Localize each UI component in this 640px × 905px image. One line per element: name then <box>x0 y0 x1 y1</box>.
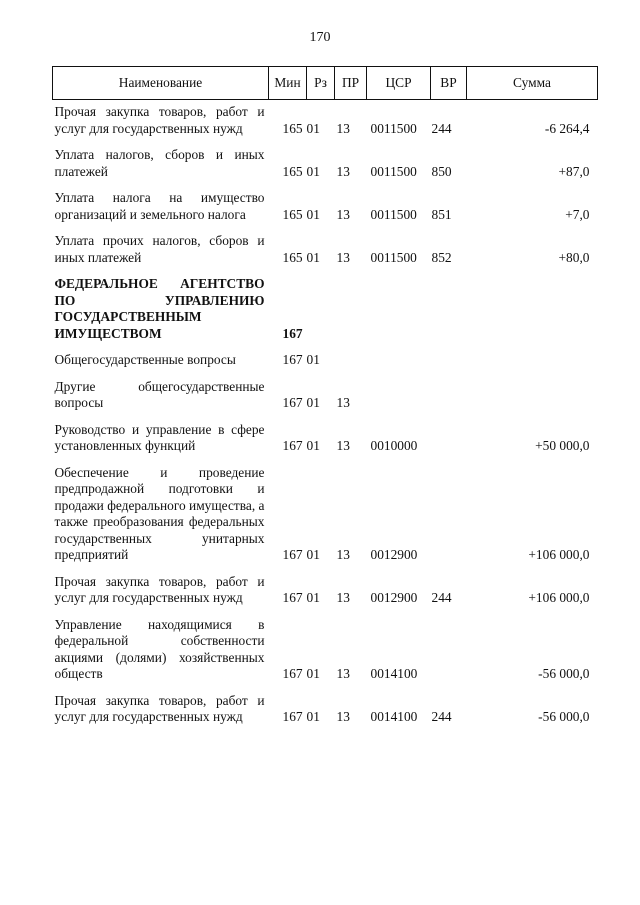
row-vr: 850 <box>431 163 452 179</box>
row-pr: 13 <box>336 163 350 179</box>
row-min: 167 <box>282 547 303 562</box>
row-pr: 13 <box>336 395 350 410</box>
table-row <box>53 461 598 564</box>
row-vr <box>431 272 467 342</box>
row-min: 167 <box>282 395 303 410</box>
table-header <box>53 67 598 100</box>
row-vr: 244 <box>431 120 452 136</box>
row-sum: +106 000,0 <box>528 590 590 605</box>
row-rz: 01 <box>306 352 320 367</box>
row-rz: 01 <box>306 438 320 453</box>
row-csr <box>367 375 431 412</box>
row-rz <box>307 272 335 342</box>
row-min: 165 <box>282 206 303 222</box>
header-sum: Сумма <box>467 67 598 100</box>
row-sum: +87,0 <box>558 163 590 179</box>
table-row <box>53 272 598 342</box>
row-min: 167 <box>282 438 303 453</box>
row-sum: +106 000,0 <box>528 547 590 562</box>
header-min: Мин <box>269 67 307 100</box>
row-rz: 01 <box>306 120 320 136</box>
row-pr: 13 <box>336 438 350 453</box>
row-name: Уплата налогов, сборов и иных платежей <box>54 147 265 179</box>
row-rz: 01 <box>306 709 320 724</box>
row-vr <box>431 418 467 455</box>
row-vr: 244 <box>431 590 452 605</box>
row-sum: -6 264,4 <box>544 120 590 136</box>
row-pr: 13 <box>336 666 350 681</box>
row-csr: 0011500 <box>370 206 417 222</box>
header-rz: Рз <box>307 67 335 100</box>
table-row <box>53 229 598 266</box>
row-name: Руководство и управление в сфере установленных функций <box>54 421 265 453</box>
row-csr <box>367 348 431 369</box>
header-vr: ВР <box>431 67 467 100</box>
row-sum <box>467 272 598 342</box>
row-min: 167 <box>282 709 303 724</box>
header-name: Наименование <box>53 67 269 100</box>
row-vr: 244 <box>431 709 452 724</box>
row-rz: 01 <box>306 206 320 222</box>
row-name: Прочая закупка товаров, работ и услуг для государственных нужд <box>54 573 265 605</box>
header-pr: ПР <box>335 67 367 100</box>
table-row <box>53 186 598 223</box>
header-csr: ЦСР <box>367 67 431 100</box>
row-name: Общегосударственные вопросы <box>54 352 236 367</box>
row-name: Прочая закупка товаров, работ и услуг для государственных нужд <box>54 692 265 724</box>
table-row <box>53 100 598 138</box>
row-sum: -56 000,0 <box>538 709 590 724</box>
row-vr: 852 <box>431 249 452 265</box>
row-name: ФЕДЕРАЛЬНОЕ АГЕНТСТВО ПО УПРАВЛЕНИЮ ГОСУДАРСТВЕННЫМ ИМУЩЕСТВОМ <box>54 276 265 341</box>
row-min: 165 <box>282 249 303 265</box>
row-pr <box>335 348 367 369</box>
row-pr: 13 <box>336 590 350 605</box>
row-name: Управление находящимися в федеральной собственности акциями (долями) хозяйственных обществ <box>54 616 265 681</box>
row-csr <box>367 272 431 342</box>
row-sum: +50 000,0 <box>535 438 590 453</box>
row-pr: 13 <box>336 206 350 222</box>
row-name: Прочая закупка товаров, работ и услуг для государственных нужд <box>54 104 265 136</box>
row-vr: 851 <box>431 206 452 222</box>
table-row <box>53 143 598 180</box>
budget-table <box>52 66 598 726</box>
table-body <box>53 100 598 726</box>
table-row <box>53 689 598 726</box>
row-vr <box>431 348 467 369</box>
row-csr: 0012900 <box>370 547 418 562</box>
row-rz: 01 <box>306 590 320 605</box>
row-min: 165 <box>282 163 303 179</box>
table-row <box>53 570 598 607</box>
row-pr: 13 <box>336 547 350 562</box>
row-min: 167 <box>282 325 303 341</box>
table-row <box>53 375 598 412</box>
row-rz: 01 <box>306 163 320 179</box>
row-csr: 0014100 <box>370 709 418 724</box>
row-name: Другие общегосударственные вопросы <box>54 378 265 410</box>
table-row <box>53 418 598 455</box>
row-csr: 0010000 <box>370 438 418 453</box>
page-number: 170 <box>309 30 331 45</box>
table-row <box>53 613 598 683</box>
row-min: 165 <box>282 120 303 136</box>
row-rz: 01 <box>306 666 320 681</box>
row-sum <box>467 375 598 412</box>
row-csr: 0014100 <box>370 666 418 681</box>
row-name: Уплата прочих налогов, сборов и иных платежей <box>54 233 265 265</box>
row-min: 167 <box>282 352 303 367</box>
row-vr <box>431 613 467 683</box>
row-csr: 0012900 <box>370 590 418 605</box>
row-name: Уплата налога на имущество организаций и земельного налога <box>54 190 265 222</box>
row-csr: 0011500 <box>370 163 417 179</box>
row-name: Обеспечение и проведение предпродажной подготовки и продажи федерального имущества, а также преобразования федеральных государственных унитарных предприятий <box>54 464 265 562</box>
row-rz: 01 <box>306 395 320 410</box>
row-vr <box>431 461 467 564</box>
row-vr <box>431 375 467 412</box>
row-pr <box>335 272 367 342</box>
row-pr: 13 <box>336 249 350 265</box>
row-pr: 13 <box>336 120 350 136</box>
table-row <box>53 348 598 369</box>
row-min: 167 <box>282 590 303 605</box>
row-pr: 13 <box>336 709 350 724</box>
row-sum: +80,0 <box>558 249 590 265</box>
row-csr: 0011500 <box>370 120 417 136</box>
row-sum: -56 000,0 <box>538 666 590 681</box>
row-min: 167 <box>282 666 303 681</box>
row-rz: 01 <box>306 249 320 265</box>
row-sum: +7,0 <box>565 206 590 222</box>
row-rz: 01 <box>306 547 320 562</box>
row-csr: 0011500 <box>370 249 417 265</box>
row-sum <box>467 348 598 369</box>
